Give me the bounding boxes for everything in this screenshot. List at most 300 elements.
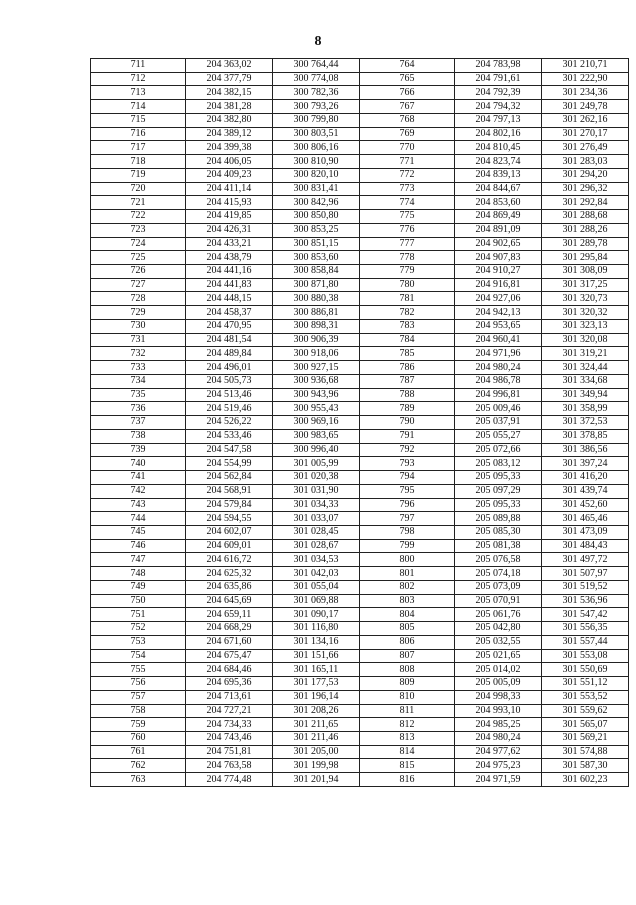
table-row (91, 539, 629, 553)
x-coordinate-cell: 204 774,48 (186, 773, 273, 787)
y-coordinate-cell: 300 793,26 (273, 100, 360, 114)
y-coordinate-cell: 300 774,08 (273, 72, 360, 86)
x-coordinate-cell: 204 409,23 (186, 168, 273, 182)
table-row (91, 223, 629, 237)
y-coordinate-cell: 301 324,44 (542, 361, 629, 375)
x-coordinate-cell: 204 526,22 (186, 416, 273, 430)
table-row (91, 59, 629, 73)
y-coordinate-cell: 300 906,39 (273, 333, 360, 347)
point-number-cell: 726 (91, 265, 186, 279)
point-number-cell: 788 (360, 388, 455, 402)
x-coordinate-cell: 204 695,36 (186, 677, 273, 691)
x-coordinate-cell: 204 547,58 (186, 443, 273, 457)
x-coordinate-cell: 204 977,62 (455, 745, 542, 759)
y-coordinate-cell: 301 042,03 (273, 567, 360, 581)
y-coordinate-cell: 301 201,94 (273, 773, 360, 787)
table-row (91, 745, 629, 759)
x-coordinate-cell: 204 916,81 (455, 278, 542, 292)
table-row (91, 580, 629, 594)
x-coordinate-cell: 205 032,55 (455, 635, 542, 649)
point-number-cell: 784 (360, 333, 455, 347)
y-coordinate-cell: 301 358,99 (542, 402, 629, 416)
y-coordinate-cell: 301 320,73 (542, 292, 629, 306)
y-coordinate-cell: 301 292,84 (542, 196, 629, 210)
x-coordinate-cell: 204 953,65 (455, 319, 542, 333)
table-row (91, 168, 629, 182)
y-coordinate-cell: 301 028,45 (273, 525, 360, 539)
x-coordinate-cell: 204 907,83 (455, 251, 542, 265)
y-coordinate-cell: 301 276,49 (542, 141, 629, 155)
y-coordinate-cell: 301 134,16 (273, 635, 360, 649)
x-coordinate-cell: 205 055,27 (455, 429, 542, 443)
x-coordinate-cell: 204 783,98 (455, 59, 542, 73)
x-coordinate-cell: 205 097,29 (455, 484, 542, 498)
x-coordinate-cell: 204 519,46 (186, 402, 273, 416)
point-number-cell: 717 (91, 141, 186, 155)
table-row (91, 429, 629, 443)
x-coordinate-cell: 204 594,55 (186, 512, 273, 526)
point-number-cell: 809 (360, 677, 455, 691)
y-coordinate-cell: 301 319,21 (542, 347, 629, 361)
x-coordinate-cell: 204 406,05 (186, 155, 273, 169)
point-number-cell: 711 (91, 59, 186, 73)
point-number-cell: 783 (360, 319, 455, 333)
table-row (91, 292, 629, 306)
y-coordinate-cell: 301 020,38 (273, 471, 360, 485)
y-coordinate-cell: 301 249,78 (542, 100, 629, 114)
y-coordinate-cell: 300 898,31 (273, 319, 360, 333)
table-row (91, 278, 629, 292)
x-coordinate-cell: 204 616,72 (186, 553, 273, 567)
table-row (91, 347, 629, 361)
point-number-cell: 777 (360, 237, 455, 251)
point-number-cell: 801 (360, 567, 455, 581)
y-coordinate-cell: 301 031,90 (273, 484, 360, 498)
table-row (91, 594, 629, 608)
x-coordinate-cell: 204 743,46 (186, 731, 273, 745)
point-number-cell: 721 (91, 196, 186, 210)
y-coordinate-cell: 301 199,98 (273, 759, 360, 773)
table-row (91, 251, 629, 265)
table-row (91, 182, 629, 196)
y-coordinate-cell: 301 116,80 (273, 622, 360, 636)
point-number-cell: 805 (360, 622, 455, 636)
y-coordinate-cell: 301 465,46 (542, 512, 629, 526)
x-coordinate-cell: 205 009,46 (455, 402, 542, 416)
table-row (91, 704, 629, 718)
table-row (91, 677, 629, 691)
x-coordinate-cell: 204 810,45 (455, 141, 542, 155)
x-coordinate-cell: 204 513,46 (186, 388, 273, 402)
table-row (91, 265, 629, 279)
point-number-cell: 733 (91, 361, 186, 375)
point-number-cell: 753 (91, 635, 186, 649)
x-coordinate-cell: 204 927,06 (455, 292, 542, 306)
x-coordinate-cell: 204 986,78 (455, 374, 542, 388)
point-number-cell: 780 (360, 278, 455, 292)
table-row (91, 374, 629, 388)
x-coordinate-cell: 204 668,29 (186, 622, 273, 636)
x-coordinate-cell: 205 073,09 (455, 580, 542, 594)
y-coordinate-cell: 300 996,40 (273, 443, 360, 457)
table-row (91, 319, 629, 333)
y-coordinate-cell: 301 320,32 (542, 306, 629, 320)
y-coordinate-cell: 301 323,13 (542, 319, 629, 333)
point-number-cell: 714 (91, 100, 186, 114)
y-coordinate-cell: 301 055,04 (273, 580, 360, 594)
x-coordinate-cell: 204 751,81 (186, 745, 273, 759)
table-row (91, 113, 629, 127)
y-coordinate-cell: 301 033,07 (273, 512, 360, 526)
y-coordinate-cell: 300 936,68 (273, 374, 360, 388)
y-coordinate-cell: 300 806,16 (273, 141, 360, 155)
y-coordinate-cell: 301 317,25 (542, 278, 629, 292)
point-number-cell: 789 (360, 402, 455, 416)
y-coordinate-cell: 301 378,85 (542, 429, 629, 443)
point-number-cell: 720 (91, 182, 186, 196)
x-coordinate-cell: 204 609,01 (186, 539, 273, 553)
x-coordinate-cell: 205 061,76 (455, 608, 542, 622)
y-coordinate-cell: 301 536,96 (542, 594, 629, 608)
y-coordinate-cell: 301 234,36 (542, 86, 629, 100)
y-coordinate-cell: 300 803,51 (273, 127, 360, 141)
x-coordinate-cell: 204 794,32 (455, 100, 542, 114)
x-coordinate-cell: 204 727,21 (186, 704, 273, 718)
y-coordinate-cell: 300 918,06 (273, 347, 360, 361)
table-row (91, 210, 629, 224)
point-number-cell: 722 (91, 210, 186, 224)
point-number-cell: 742 (91, 484, 186, 498)
x-coordinate-cell: 204 971,59 (455, 773, 542, 787)
x-coordinate-cell: 204 381,28 (186, 100, 273, 114)
y-coordinate-cell: 301 288,26 (542, 223, 629, 237)
x-coordinate-cell: 204 645,69 (186, 594, 273, 608)
x-coordinate-cell: 204 791,61 (455, 72, 542, 86)
point-number-cell: 804 (360, 608, 455, 622)
point-number-cell: 767 (360, 100, 455, 114)
y-coordinate-cell: 300 955,43 (273, 402, 360, 416)
x-coordinate-cell: 204 481,54 (186, 333, 273, 347)
y-coordinate-cell: 301 090,17 (273, 608, 360, 622)
point-number-cell: 772 (360, 168, 455, 182)
x-coordinate-cell: 204 996,81 (455, 388, 542, 402)
x-coordinate-cell: 205 081,38 (455, 539, 542, 553)
point-number-cell: 796 (360, 498, 455, 512)
point-number-cell: 793 (360, 457, 455, 471)
point-number-cell: 727 (91, 278, 186, 292)
point-number-cell: 794 (360, 471, 455, 485)
y-coordinate-cell: 300 810,90 (273, 155, 360, 169)
y-coordinate-cell: 301 211,46 (273, 731, 360, 745)
y-coordinate-cell: 301 602,23 (542, 773, 629, 787)
point-number-cell: 734 (91, 374, 186, 388)
point-number-cell: 750 (91, 594, 186, 608)
x-coordinate-cell: 204 426,31 (186, 223, 273, 237)
point-number-cell: 754 (91, 649, 186, 663)
table-row (91, 457, 629, 471)
y-coordinate-cell: 301 211,65 (273, 718, 360, 732)
point-number-cell: 738 (91, 429, 186, 443)
point-number-cell: 807 (360, 649, 455, 663)
x-coordinate-cell: 204 684,46 (186, 663, 273, 677)
y-coordinate-cell: 301 397,24 (542, 457, 629, 471)
x-coordinate-cell: 204 763,58 (186, 759, 273, 773)
point-number-cell: 810 (360, 690, 455, 704)
y-coordinate-cell: 301 349,94 (542, 388, 629, 402)
x-coordinate-cell: 204 802,16 (455, 127, 542, 141)
y-coordinate-cell: 300 782,36 (273, 86, 360, 100)
y-coordinate-cell: 300 880,38 (273, 292, 360, 306)
y-coordinate-cell: 301 553,52 (542, 690, 629, 704)
y-coordinate-cell: 300 850,80 (273, 210, 360, 224)
y-coordinate-cell: 301 553,08 (542, 649, 629, 663)
point-number-cell: 798 (360, 525, 455, 539)
point-number-cell: 782 (360, 306, 455, 320)
y-coordinate-cell: 301 034,33 (273, 498, 360, 512)
x-coordinate-cell: 204 602,07 (186, 525, 273, 539)
y-coordinate-cell: 301 295,84 (542, 251, 629, 265)
y-coordinate-cell: 300 820,10 (273, 168, 360, 182)
x-coordinate-cell: 204 568,91 (186, 484, 273, 498)
y-coordinate-cell: 301 574,88 (542, 745, 629, 759)
y-coordinate-cell: 300 871,80 (273, 278, 360, 292)
point-number-cell: 747 (91, 553, 186, 567)
table-row (91, 237, 629, 251)
x-coordinate-cell: 204 985,25 (455, 718, 542, 732)
x-coordinate-cell: 205 014,02 (455, 663, 542, 677)
x-coordinate-cell: 204 579,84 (186, 498, 273, 512)
x-coordinate-cell: 204 441,16 (186, 265, 273, 279)
x-coordinate-cell: 204 411,14 (186, 182, 273, 196)
point-number-cell: 759 (91, 718, 186, 732)
point-number-cell: 741 (91, 471, 186, 485)
table-row (91, 773, 629, 787)
table-row (91, 388, 629, 402)
point-number-cell: 773 (360, 182, 455, 196)
x-coordinate-cell: 205 070,91 (455, 594, 542, 608)
y-coordinate-cell: 301 283,03 (542, 155, 629, 169)
point-number-cell: 712 (91, 72, 186, 86)
table-row (91, 731, 629, 745)
point-number-cell: 729 (91, 306, 186, 320)
table-row (91, 663, 629, 677)
point-number-cell: 764 (360, 59, 455, 73)
x-coordinate-cell: 204 562,84 (186, 471, 273, 485)
point-number-cell: 792 (360, 443, 455, 457)
table-row (91, 484, 629, 498)
table-row (91, 443, 629, 457)
y-coordinate-cell: 301 452,60 (542, 498, 629, 512)
y-coordinate-cell: 300 764,44 (273, 59, 360, 73)
x-coordinate-cell: 204 438,79 (186, 251, 273, 265)
x-coordinate-cell: 204 713,61 (186, 690, 273, 704)
x-coordinate-cell: 204 975,23 (455, 759, 542, 773)
y-coordinate-cell: 301 308,09 (542, 265, 629, 279)
y-coordinate-cell: 300 858,84 (273, 265, 360, 279)
point-number-cell: 774 (360, 196, 455, 210)
x-coordinate-cell: 204 363,02 (186, 59, 273, 73)
point-number-cell: 765 (360, 72, 455, 86)
y-coordinate-cell: 301 569,21 (542, 731, 629, 745)
y-coordinate-cell: 301 262,16 (542, 113, 629, 127)
table-row (91, 649, 629, 663)
x-coordinate-cell: 204 839,13 (455, 168, 542, 182)
point-number-cell: 815 (360, 759, 455, 773)
point-number-cell: 752 (91, 622, 186, 636)
x-coordinate-cell: 204 844,67 (455, 182, 542, 196)
point-number-cell: 723 (91, 223, 186, 237)
y-coordinate-cell: 301 296,32 (542, 182, 629, 196)
x-coordinate-cell: 205 037,91 (455, 416, 542, 430)
x-coordinate-cell: 204 960,41 (455, 333, 542, 347)
x-coordinate-cell: 204 625,32 (186, 567, 273, 581)
point-number-cell: 768 (360, 113, 455, 127)
x-coordinate-cell: 205 085,30 (455, 525, 542, 539)
y-coordinate-cell: 301 372,53 (542, 416, 629, 430)
table-row (91, 416, 629, 430)
x-coordinate-cell: 204 382,15 (186, 86, 273, 100)
table-row (91, 718, 629, 732)
x-coordinate-cell: 204 419,85 (186, 210, 273, 224)
point-number-cell: 725 (91, 251, 186, 265)
y-coordinate-cell: 301 484,43 (542, 539, 629, 553)
table-row (91, 553, 629, 567)
point-number-cell: 715 (91, 113, 186, 127)
table-row (91, 498, 629, 512)
y-coordinate-cell: 301 551,12 (542, 677, 629, 691)
x-coordinate-cell: 204 792,39 (455, 86, 542, 100)
point-number-cell: 763 (91, 773, 186, 787)
table-row (91, 141, 629, 155)
point-number-cell: 745 (91, 525, 186, 539)
y-coordinate-cell: 301 439,74 (542, 484, 629, 498)
x-coordinate-cell: 204 458,37 (186, 306, 273, 320)
y-coordinate-cell: 301 289,78 (542, 237, 629, 251)
x-coordinate-cell: 204 891,09 (455, 223, 542, 237)
point-number-cell: 732 (91, 347, 186, 361)
point-number-cell: 771 (360, 155, 455, 169)
x-coordinate-cell: 204 505,73 (186, 374, 273, 388)
x-coordinate-cell: 204 489,84 (186, 347, 273, 361)
y-coordinate-cell: 301 587,30 (542, 759, 629, 773)
point-number-cell: 724 (91, 237, 186, 251)
point-number-cell: 781 (360, 292, 455, 306)
x-coordinate-cell: 204 998,33 (455, 690, 542, 704)
x-coordinate-cell: 204 470,95 (186, 319, 273, 333)
x-coordinate-cell: 204 533,46 (186, 429, 273, 443)
y-coordinate-cell: 300 927,15 (273, 361, 360, 375)
y-coordinate-cell: 300 886,81 (273, 306, 360, 320)
point-number-cell: 816 (360, 773, 455, 787)
table-row (91, 622, 629, 636)
y-coordinate-cell: 301 334,68 (542, 374, 629, 388)
y-coordinate-cell: 301 205,00 (273, 745, 360, 759)
y-coordinate-cell: 301 028,67 (273, 539, 360, 553)
y-coordinate-cell: 301 497,72 (542, 553, 629, 567)
table-row (91, 567, 629, 581)
y-coordinate-cell: 301 210,71 (542, 59, 629, 73)
y-coordinate-cell: 301 320,08 (542, 333, 629, 347)
point-number-cell: 739 (91, 443, 186, 457)
point-number-cell: 728 (91, 292, 186, 306)
point-number-cell: 776 (360, 223, 455, 237)
point-number-cell: 730 (91, 319, 186, 333)
y-coordinate-cell: 301 547,42 (542, 608, 629, 622)
table-row (91, 196, 629, 210)
point-number-cell: 814 (360, 745, 455, 759)
point-number-cell: 746 (91, 539, 186, 553)
x-coordinate-cell: 204 448,15 (186, 292, 273, 306)
x-coordinate-cell: 204 441,83 (186, 278, 273, 292)
x-coordinate-cell: 204 734,33 (186, 718, 273, 732)
y-coordinate-cell: 300 842,96 (273, 196, 360, 210)
point-number-cell: 775 (360, 210, 455, 224)
x-coordinate-cell: 204 823,74 (455, 155, 542, 169)
point-number-cell: 813 (360, 731, 455, 745)
y-coordinate-cell: 301 151,66 (273, 649, 360, 663)
y-coordinate-cell: 300 969,16 (273, 416, 360, 430)
y-coordinate-cell: 301 473,09 (542, 525, 629, 539)
point-number-cell: 790 (360, 416, 455, 430)
point-number-cell: 757 (91, 690, 186, 704)
x-coordinate-cell: 204 971,96 (455, 347, 542, 361)
y-coordinate-cell: 301 034,53 (273, 553, 360, 567)
table-row (91, 635, 629, 649)
coordinates-table-body (91, 59, 629, 787)
x-coordinate-cell: 205 095,33 (455, 471, 542, 485)
y-coordinate-cell: 301 165,11 (273, 663, 360, 677)
x-coordinate-cell: 204 980,24 (455, 361, 542, 375)
x-coordinate-cell: 205 095,33 (455, 498, 542, 512)
y-coordinate-cell: 301 177,53 (273, 677, 360, 691)
point-number-cell: 760 (91, 731, 186, 745)
point-number-cell: 795 (360, 484, 455, 498)
point-number-cell: 811 (360, 704, 455, 718)
point-number-cell: 802 (360, 580, 455, 594)
y-coordinate-cell: 301 556,35 (542, 622, 629, 636)
point-number-cell: 716 (91, 127, 186, 141)
point-number-cell: 812 (360, 718, 455, 732)
y-coordinate-cell: 301 565,07 (542, 718, 629, 732)
y-coordinate-cell: 301 294,20 (542, 168, 629, 182)
table-row (91, 471, 629, 485)
x-coordinate-cell: 205 042,80 (455, 622, 542, 636)
point-number-cell: 799 (360, 539, 455, 553)
point-number-cell: 769 (360, 127, 455, 141)
x-coordinate-cell: 204 993,10 (455, 704, 542, 718)
point-number-cell: 808 (360, 663, 455, 677)
point-number-cell: 766 (360, 86, 455, 100)
table-row (91, 333, 629, 347)
coordinates-table (90, 58, 629, 787)
table-row (91, 86, 629, 100)
y-coordinate-cell: 301 519,52 (542, 580, 629, 594)
table-row (91, 127, 629, 141)
x-coordinate-cell: 204 389,12 (186, 127, 273, 141)
point-number-cell: 797 (360, 512, 455, 526)
table-row (91, 72, 629, 86)
y-coordinate-cell: 301 559,62 (542, 704, 629, 718)
point-number-cell: 770 (360, 141, 455, 155)
y-coordinate-cell: 301 288,68 (542, 210, 629, 224)
y-coordinate-cell: 300 831,41 (273, 182, 360, 196)
y-coordinate-cell: 300 853,25 (273, 223, 360, 237)
y-coordinate-cell: 301 386,56 (542, 443, 629, 457)
point-number-cell: 737 (91, 416, 186, 430)
table-row (91, 512, 629, 526)
y-coordinate-cell: 301 507,97 (542, 567, 629, 581)
point-number-cell: 791 (360, 429, 455, 443)
